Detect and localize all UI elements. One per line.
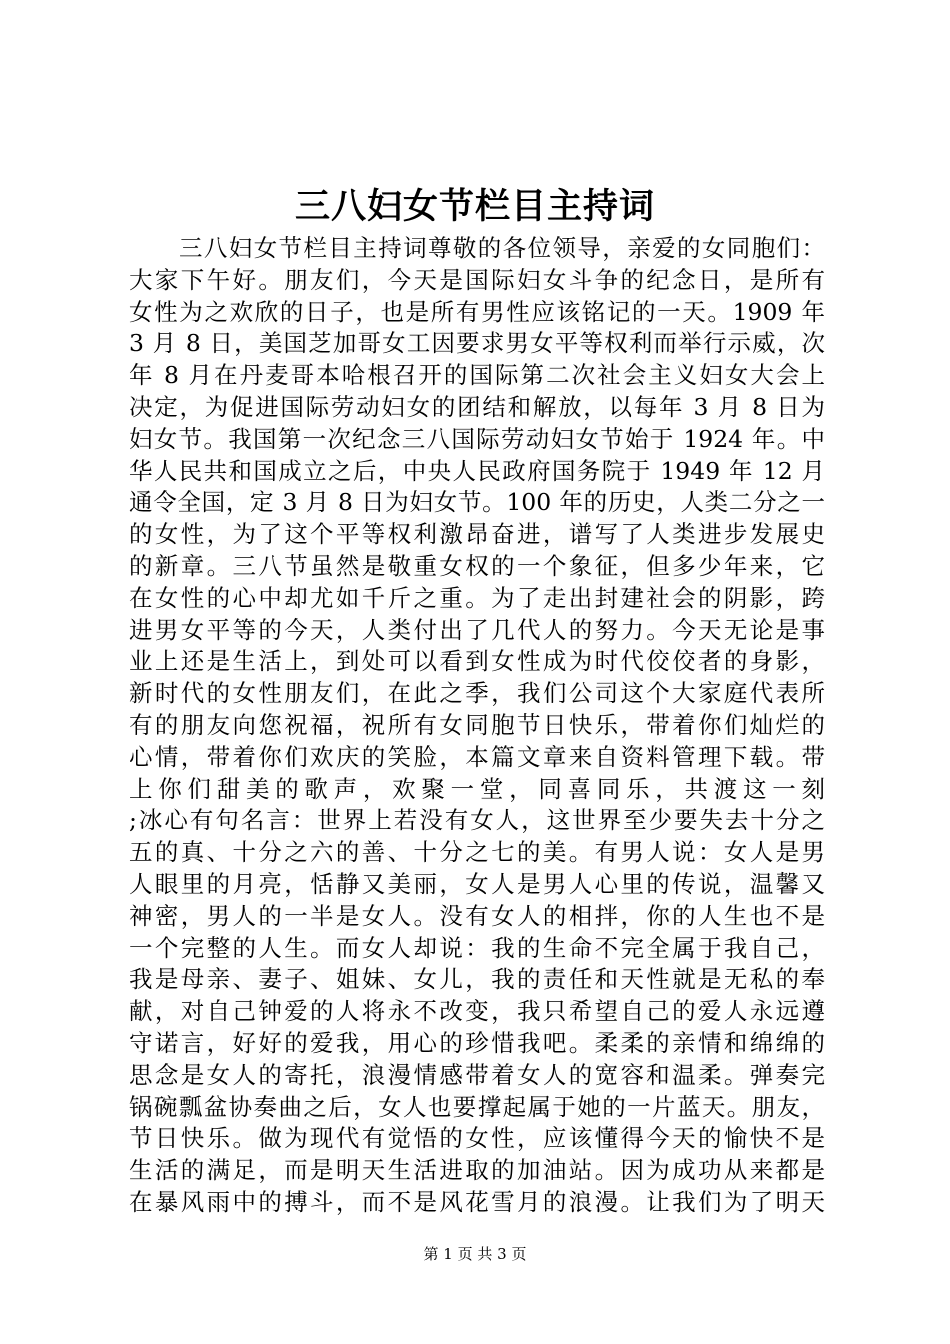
body-line: 人眼里的月亮，恬静又美丽，女人是男人心里的传说，温馨又 xyxy=(129,869,825,898)
body-line: 五的真、十分之六的善、十分之七的美。有男人说：女人是男 xyxy=(129,838,825,867)
body-line: 心情，带着你们欢庆的笑脸，本篇文章来自资料管理下载。带 xyxy=(129,742,825,771)
body-line: 有的朋友向您祝福，祝所有女同胞节日快乐，带着你们灿烂的 xyxy=(129,710,825,739)
body-line: 上你们甜美的歌声，欢聚一堂，同喜同乐，共渡这一刻 xyxy=(129,774,825,803)
body-line: 女性为之欢欣的日子，也是所有男性应该铭记的一天。1909 年 xyxy=(129,297,825,326)
body-line: ;冰心有句名言：世界上若没有女人，这世界至少要失去十分之 xyxy=(129,806,825,835)
body-line: 节日快乐。做为现代有觉悟的女性，应该懂得今天的愉快不是 xyxy=(129,1124,825,1153)
body-line: 在暴风雨中的搏斗，而不是风花雪月的浪漫。让我们为了明天 xyxy=(129,1187,825,1216)
body-line: 妇女节。我国第一次纪念三八国际劳动妇女节始于 1924 年。中 xyxy=(129,424,825,453)
page-footer: 第 1 页 共 3 页 xyxy=(423,1245,527,1263)
body-line: 3 月 8 日，美国芝加哥女工因要求男女平等权利而举行示威，次 xyxy=(129,329,825,358)
body-line: 通令全国，定 3 月 8 日为妇女节。100 年的历史，人类二分之一 xyxy=(129,488,825,517)
body-line: 锅碗瓢盆协奏曲之后，女人也要撑起属于她的一片蓝天。朋友， xyxy=(129,1092,825,1121)
body-line: 的女性，为了这个平等权利激昂奋进，谱写了人类进步发展史 xyxy=(129,520,825,549)
body-line: 年 8 月在丹麦哥本哈根召开的国际第二次社会主义妇女大会上 xyxy=(129,361,825,390)
document-body xyxy=(129,233,825,1219)
body-line: 进男女平等的今天，人类付出了几代人的努力。今天无论是事 xyxy=(129,615,825,644)
body-line: 生活的满足，而是明天生活进取的加油站。因为成功从来都是 xyxy=(129,1156,825,1185)
body-line: 献，对自己钟爱的人将永不改变，我只希望自己的爱人永远遵 xyxy=(129,997,825,1026)
body-line: 三八妇女节栏目主持词尊敬的各位领导，亲爱的女同胞们： xyxy=(179,234,825,262)
body-line: 我是母亲、妻子、姐妹、女儿，我的责任和天性就是无私的奉 xyxy=(129,965,825,994)
body-line: 神密，男人的一半是女人。没有女人的相拌，你的人生也不是 xyxy=(129,901,825,930)
body-line: 华人民共和国成立之后，中央人民政府国务院于 1949 年 12 月 xyxy=(129,456,825,485)
body-line: 大家下午好。朋友们，今天是国际妇女斗争的纪念日，是所有 xyxy=(129,265,825,294)
body-line: 在女性的心中却尤如千斤之重。为了走出封建社会的阴影，跨 xyxy=(129,583,825,612)
body-line: 的新章。三八节虽然是敬重女权的一个象征，但多少年来，它 xyxy=(129,551,825,580)
body-line: 思念是女人的寄托，浪漫情感带着女人的宽容和温柔。弹奏完 xyxy=(129,1060,825,1089)
body-line: 一个完整的人生。而女人却说：我的生命不完全属于我自己， xyxy=(129,933,825,962)
body-line: 业上还是生活上，到处可以看到女性成为时代佼佼者的身影， xyxy=(129,647,825,676)
document-title: 三八妇女节栏目主持词 xyxy=(294,187,655,227)
body-line: 守诺言，好好的爱我，用心的珍惜我吧。柔柔的亲情和绵绵的 xyxy=(129,1028,825,1057)
body-line: 新时代的女性朋友们，在此之季，我们公司这个大家庭代表所 xyxy=(129,679,825,708)
body-line: 决定，为促进国际劳动妇女的团结和解放，以每年 3 月 8 日为 xyxy=(129,392,825,421)
